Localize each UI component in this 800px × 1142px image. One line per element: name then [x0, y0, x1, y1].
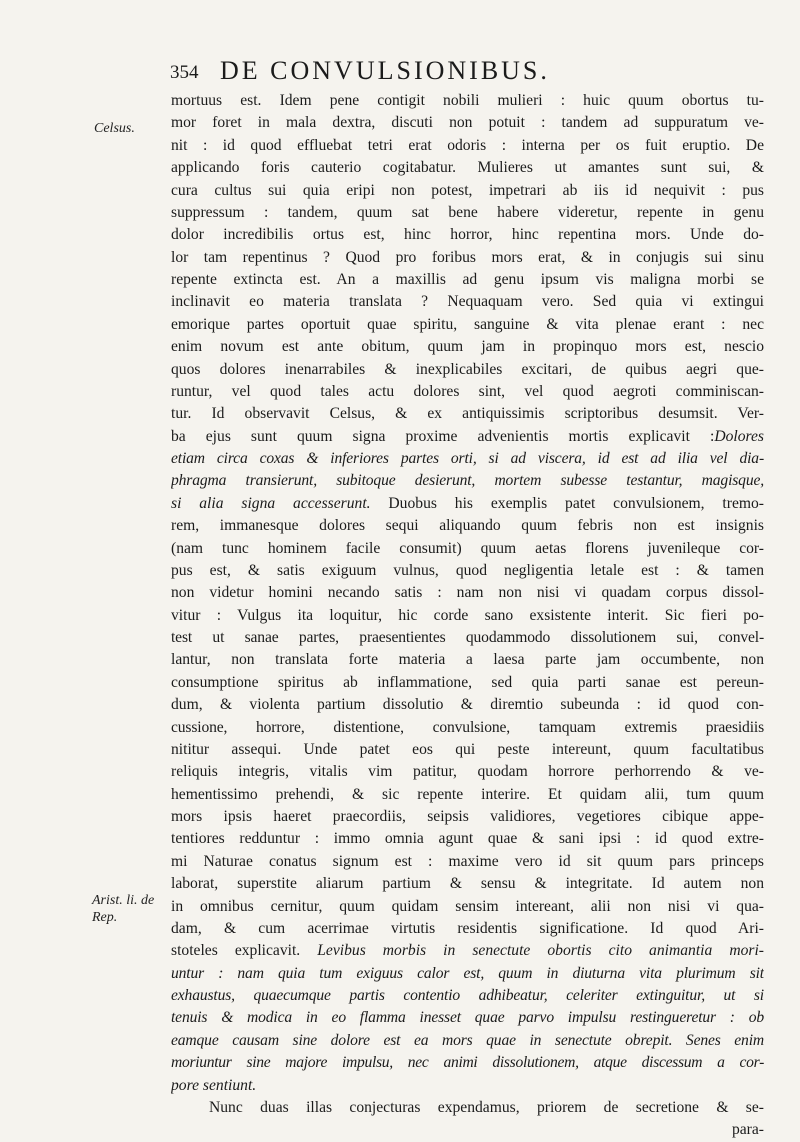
- page-header: [170, 50, 770, 90]
- text-line: tur. Id observavit Celsus, & ex antiquissimis scriptoribus desumsit. Ver-: [171, 405, 764, 423]
- text-line: [171, 963, 764, 985]
- text-line: applicando foris cauterio cogitabatur. Mulieres ut amantes sunt sui, &: [171, 159, 764, 177]
- running-head: DE CONVULSIONIBUS.: [220, 56, 550, 85]
- text-segment: untur : nam quia tum exiguus calor est, quum in diuturna vita plurimum sit: [171, 964, 764, 982]
- margin-note-celsus: Celsus.: [94, 121, 135, 136]
- text-segment: exhaustus, quaecumque partis contentio adhibeatur, celeriter extinguitur, ut si: [171, 987, 764, 1004]
- text-line: rem, immanesque dolores sequi aliquando quum febris non est insignis: [171, 517, 764, 535]
- text-line: [171, 985, 764, 1007]
- text-line: [171, 1030, 764, 1052]
- text-line: in omnibus cernitur, quum quidam sensim intereant, alii non nisi vi qua-: [171, 897, 764, 915]
- text-line: dam, & cum acerrimae virtutis residentis significatione. Id quod Ari-: [171, 919, 764, 937]
- text-line: (nam tunc hominem facile consumit) quum aetas florens juvenileque cor-: [171, 539, 764, 557]
- text-line: Nunc duas illas conjecturas expendamus, priorem de secretione & se-: [209, 1098, 764, 1116]
- text-line: quos dolores inenarrabiles & inexplicabiles excitari, de quibus aegri que-: [171, 360, 764, 378]
- text-line: dolor incredibilis ortus est, hinc horror, hinc repentina mors. Unde do-: [171, 226, 764, 244]
- body-text: [171, 90, 764, 1142]
- text-line: mi Naturae conatus signum est : maxime vero id sit quum pars princeps: [171, 852, 764, 870]
- text-line: pus est, & satis exiguum vulnus, quod negligentia letale est : & tamen: [171, 561, 764, 579]
- text-segment: eamque causam sine dolore est ea mors quae in senectute obrepit. Senes enim: [171, 1031, 764, 1049]
- text-segment: Duobus his exemplis patet convulsionem, tremo-: [388, 494, 764, 512]
- text-line: non videtur homini necando satis : nam non nisi vi quadam corpus dissol-: [171, 584, 764, 602]
- text-line: [171, 1052, 764, 1074]
- text-line: dum, & violenta partium dissolutio & diremtio subeunda : id quod con-: [171, 696, 764, 714]
- text-line: consumptione spiritus ab inflammatione, sed quia parti sanae est pereun-: [171, 673, 764, 691]
- text-segment: moriuntur sine majore impulsu, nec animi dissolutionem, atque discessum a cor-: [171, 1054, 764, 1072]
- text-line: reliquis integris, vitalis vim patitur, quodam horrore perhorrendo & ve-: [171, 763, 764, 781]
- text-line: mors ipsis haeret praecordiis, seipsis validiores, vegetiores cibique appe-: [171, 808, 764, 825]
- text-line: inclinavit eo materia translata ? Nequaquam vero. Sed quia vi extingui: [171, 293, 764, 311]
- page-number: 354: [170, 62, 199, 83]
- text-line: runtur, vel quod tales actu dolores sint, vel quod aegroti comminiscan-: [171, 382, 764, 400]
- margin-note-aristotle-line1: Arist. li. de: [92, 893, 155, 908]
- text-segment: stoteles explicavit.: [171, 942, 301, 960]
- text-line: [171, 1007, 764, 1029]
- text-line: mor foret in mala dextra, discuti non potuit : tandem ad suppuratum ve-: [171, 114, 764, 132]
- text-line: lor tam repentinus ? Quod pro foribus mors erat, & in conjugis sui sinu: [171, 248, 764, 266]
- text-line: [171, 940, 764, 962]
- margin-note-aristotle: [92, 892, 162, 926]
- text-segment: ba ejus sunt quum signa proxime advenientis mortis explicavit :: [171, 427, 715, 445]
- text-line: test ut sanae partes, praesentientes quodammodo dissolutionem sui, convel-: [171, 629, 764, 646]
- text-line: repente extincta est. An a maxillis ad genu ipsum vis maligna morbi se: [171, 271, 764, 288]
- text-line: cussione, horrore, distentione, convulsione, tamquam extremis praesidiis: [171, 718, 764, 736]
- text-segment: pore sentiunt.: [171, 1076, 257, 1094]
- text-segment: si alia signa accesserunt.: [171, 494, 371, 512]
- text-line: [171, 493, 764, 515]
- text-line: cura cultus sui quia eripi non potest, impetrari ab iis id nequivit : pus: [171, 181, 764, 199]
- text-line: laborat, superstite aliarum partium & sensu & integritate. Id autem non: [171, 875, 764, 893]
- dolores-label: Dolores: [714, 427, 764, 445]
- text-line: lantur, non translata forte materia a laesa parte jam occumbente, non: [171, 651, 764, 669]
- catchword: para-: [731, 1121, 764, 1139]
- text-line: tentiores redduntur : immo omnia agunt quae & sani ipsi : id quod extre-: [171, 830, 764, 848]
- text-line: mortuus est. Idem pene contigit nobili mulieri : huic quum obortus tu-: [171, 92, 764, 109]
- margin-note-aristotle-line2: Rep.: [92, 910, 118, 925]
- text-line: enim novum est ante obitum, quum jam in propinquo mors est, nescio: [171, 338, 764, 356]
- text-segment: tenuis & modica in eo flamma inesset quae parvo impulsu restingueretur : ob: [171, 1009, 764, 1027]
- text-line: hementissimo prehendi, & sic repente interire. Et quidam alii, tum quum: [171, 785, 764, 803]
- text-line: nititur assequi. Unde patet eos qui peste intereunt, quum facultatibus: [171, 740, 764, 758]
- text-line: nit : id quod effluebat tetri erat odoris : interna per os fuit eruptio. De: [171, 136, 764, 154]
- text-line: emorique partes oportuit quae spiritu, sanguine & vita plenae erant : nec: [171, 315, 764, 333]
- text-line: [171, 426, 764, 448]
- text-line: [171, 448, 764, 470]
- text-line: suppressum : tandem, quum sat bene habere videretur, repente in genu: [171, 203, 764, 221]
- text-segment: etiam circa coxas & inferiores partes orti, si ad viscera, id est ad ilia vel dia-: [171, 450, 764, 467]
- text-segment: phragma transierunt, subitoque desierunt, mortem subesse testantur, magisque,: [171, 472, 764, 490]
- text-line: [171, 470, 764, 492]
- text-line: [171, 1075, 764, 1097]
- text-segment: Levibus morbis in senectute obortis cito animantia mori-: [317, 942, 764, 960]
- text-line: vitur : Vulgus ita loquitur, hic corde sano exsistente interit. Sic fieri po-: [171, 606, 764, 624]
